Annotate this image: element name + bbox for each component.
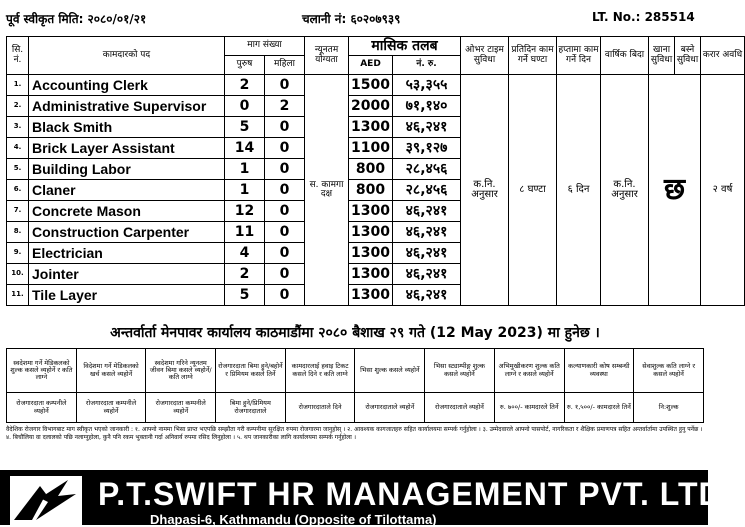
row-position: Construction Carpenter <box>29 222 225 243</box>
row-male: 1 <box>225 159 265 180</box>
cost-value: रोजगारदाता कम्पनीले व्यहोर्ने <box>76 393 146 423</box>
col-aed: AED <box>349 56 393 75</box>
days-cell: ६ दिन <box>557 75 601 306</box>
row-sn: 7. <box>7 201 29 222</box>
cost-header: सेवाशुल्क कति लाग्ने र कसले व्यहोर्ने <box>634 349 704 393</box>
row-sn: 6. <box>7 180 29 201</box>
row-aed: 1300 <box>349 117 393 138</box>
row-female: 0 <box>265 159 305 180</box>
row-npr: ४६,२४१ <box>393 117 461 138</box>
cost-value: बिमा हुने/प्रिमियम रोजगारदाताले <box>216 393 286 423</box>
cost-value: नि:शुल्क <box>634 393 704 423</box>
row-sn: 8. <box>7 222 29 243</box>
row-position: Tile Layer <box>29 285 225 306</box>
row-female: 0 <box>265 222 305 243</box>
row-npr: ३९,१२७ <box>393 138 461 159</box>
row-sn: 9. <box>7 243 29 264</box>
row-female: 0 <box>265 117 305 138</box>
row-position: Accounting Clerk <box>29 75 225 96</box>
row-female: 0 <box>265 285 305 306</box>
col-overtime: ओभर टाइम सुविधा <box>461 37 509 75</box>
row-male: 2 <box>225 75 265 96</box>
col-npr: नं. रु. <box>393 56 461 75</box>
col-sn: सि. नं. <box>7 37 29 75</box>
col-qualification: न्यूनतम योग्यता <box>305 37 349 75</box>
company-footer <box>0 470 723 527</box>
col-days: हप्तामा काम गर्ने दिन <box>557 37 601 75</box>
cost-header: स्वदेशमा गर्ने मेडिकलको शुल्क कसले व्यहोर्ने र कति लाग्ने <box>7 349 77 393</box>
cost-value: रोजगारदाताले व्यहोर्ने <box>425 393 495 423</box>
cost-value: रोजगारदाताले व्यहोर्ने <box>355 393 425 423</box>
cost-header: अभिमुखीकरण शुल्क कति लाग्ने र कसले व्यहोर्ने <box>494 349 564 393</box>
col-female: महिला <box>265 56 305 75</box>
row-male: 5 <box>225 117 265 138</box>
interview-notice: अन्तर्वार्ता मेनपावर कार्यालय काठमाडौंमा २०८० बैशाख २९ गते (12 May 2023) मा हुनेछ । <box>110 325 600 341</box>
job-table <box>6 36 745 306</box>
lt-number: LT. No.: 285514 <box>592 10 695 24</box>
approval-date: पूर्व स्वीकृत मिति: २०८०/०१/२१ <box>6 12 147 26</box>
overtime-cell: क.नि. अनुसार <box>461 75 509 306</box>
row-position: Black Smith <box>29 117 225 138</box>
col-demand: माग संख्या <box>225 37 305 56</box>
row-female: 0 <box>265 138 305 159</box>
cost-value: रु. ७००/- कामदारले तिर्ने <box>494 393 564 423</box>
row-aed: 1500 <box>349 75 393 96</box>
row-male: 0 <box>225 96 265 117</box>
col-leave: वार्षिक बिदा <box>601 37 649 75</box>
row-npr: ४६,२४१ <box>393 285 461 306</box>
table-row <box>7 75 745 96</box>
row-sn: 11. <box>7 285 29 306</box>
cost-header: रोजगारदाता बिमा हुने/बहोर्ने र प्रिमियम कसले तिर्ने <box>216 349 286 393</box>
cost-value: रु. १,५००/- कामदारले तिर्ने <box>564 393 634 423</box>
cost-value: रोजगारदाताले दिने <box>285 393 355 423</box>
row-aed: 1300 <box>349 264 393 285</box>
row-female: 0 <box>265 243 305 264</box>
company-address: Dhapasi-6, Kathmandu (Opposite of Tilottama) <box>150 512 437 527</box>
col-accommodation: बस्ने सुविधा <box>675 37 701 75</box>
row-aed: 1300 <box>349 243 393 264</box>
cost-value: रोजगारदाता कम्पनीले व्यहोर्ने <box>146 393 216 423</box>
row-aed: 1300 <box>349 222 393 243</box>
row-aed: 800 <box>349 180 393 201</box>
company-logo <box>10 476 82 525</box>
row-position: Administrative Supervisor <box>29 96 225 117</box>
row-sn: 3. <box>7 117 29 138</box>
row-aed: 1300 <box>349 201 393 222</box>
row-male: 14 <box>225 138 265 159</box>
row-male: 12 <box>225 201 265 222</box>
row-position: Electrician <box>29 243 225 264</box>
row-position: Jointer <box>29 264 225 285</box>
col-position: कामदारको पद <box>29 37 225 75</box>
cost-value: रोजगारदाता कम्पनीले व्यहोर्ने <box>7 393 77 423</box>
fine-print: वैदेशिक रोजगार विभागबाट माग स्वीकृत भएको जानकारी : १. आफ्नो नाममा भिसा प्राप्त भएपछि सम्झौता गरी कम्पनीमा सुरक्षित रुपमा रोजगारमा जानुहोस् । २. आवश्यक कागजातहरु सहित कार्यालयमा सम्पर्क गर्नुहोला । ३. उम्मेदवारले आफ्नो पासपोर्ट, नागरिकता र शैक्षिक प्रमाणपत्र सहित अन्तर्वार्तामा उपस्थित हुनु पर्नेछ । ४. बिचौलिया वा दलालको पछि नलाग्नुहोला, कुनै पनि रकम भुक्तानी गर्दा अनिवार्य रुपमा रसिद लिनुहोला । ५. थप जानकारीका लागि कार्यालयमा सम्पर्क गर्नुहोला । <box>6 426 703 441</box>
row-sn: 1. <box>7 75 29 96</box>
row-sn: 2. <box>7 96 29 117</box>
hours-cell: ८ घण्टा <box>509 75 557 306</box>
contract-cell: २ वर्ष <box>701 75 745 306</box>
row-position: Claner <box>29 180 225 201</box>
row-male: 4 <box>225 243 265 264</box>
row-npr: ५३,३५५ <box>393 75 461 96</box>
row-position: Brick Layer Assistant <box>29 138 225 159</box>
cost-header: स्वदेशमा गरिने न्यूनतम जीवन बिमा कसले व्यहोर्ने/कति लाग्ने <box>146 349 216 393</box>
row-npr: ७१,१४० <box>393 96 461 117</box>
row-position: Building Labor <box>29 159 225 180</box>
row-npr: ४६,२४१ <box>393 243 461 264</box>
food-accommodation-cell: छ <box>649 75 701 306</box>
header-bar <box>0 0 708 34</box>
row-npr: ४६,२४१ <box>393 264 461 285</box>
cost-header: भिसा शुल्क कसले व्यहोर्ने <box>355 349 425 393</box>
row-npr: २८,४५६ <box>393 180 461 201</box>
row-aed: 1300 <box>349 285 393 306</box>
cost-header: विदेशमा गर्ने मेडिकलको खर्च कसले व्यहोर्ने <box>76 349 146 393</box>
cost-header: कल्याणकारी कोष सम्बन्धी व्यवस्था <box>564 349 634 393</box>
col-male: पुरुष <box>225 56 265 75</box>
row-npr: ४६,२४१ <box>393 201 461 222</box>
col-salary: मासिक तलब <box>349 37 461 56</box>
row-aed: 2000 <box>349 96 393 117</box>
row-male: 2 <box>225 264 265 285</box>
leave-cell: क.नि. अनुसार <box>601 75 649 306</box>
row-female: 0 <box>265 75 305 96</box>
row-female: 0 <box>265 264 305 285</box>
row-aed: 1100 <box>349 138 393 159</box>
row-sn: 4. <box>7 138 29 159</box>
row-aed: 800 <box>349 159 393 180</box>
col-hours: प्रतिदिन काम गर्ने घण्टा <box>509 37 557 75</box>
chalani-number: चलानी नं: ६०२०७९३९ <box>302 12 401 26</box>
col-food: खाना सुविधा <box>649 37 675 75</box>
company-name: P.T.SWIFT HR MANAGEMENT PVT. LTD <box>98 476 723 512</box>
cost-header: भिसा स्ट्याम्पीङ्ग शुल्क कसले व्यहोर्ने <box>425 349 495 393</box>
cost-header: कामदारलाई हवाइ टिकट कसले दिने र कति लाग्ने <box>285 349 355 393</box>
qualification-cell: स. कामगा दक्ष <box>305 75 349 306</box>
row-position: Concrete Mason <box>29 201 225 222</box>
row-male: 1 <box>225 180 265 201</box>
row-female: 2 <box>265 96 305 117</box>
row-female: 0 <box>265 201 305 222</box>
row-npr: ४६,२४१ <box>393 222 461 243</box>
row-female: 0 <box>265 180 305 201</box>
col-contract: करार अवधि <box>701 37 745 75</box>
row-sn: 10. <box>7 264 29 285</box>
cost-table <box>6 348 704 423</box>
row-sn: 5. <box>7 159 29 180</box>
row-male: 11 <box>225 222 265 243</box>
row-male: 5 <box>225 285 265 306</box>
row-npr: २८,४५६ <box>393 159 461 180</box>
